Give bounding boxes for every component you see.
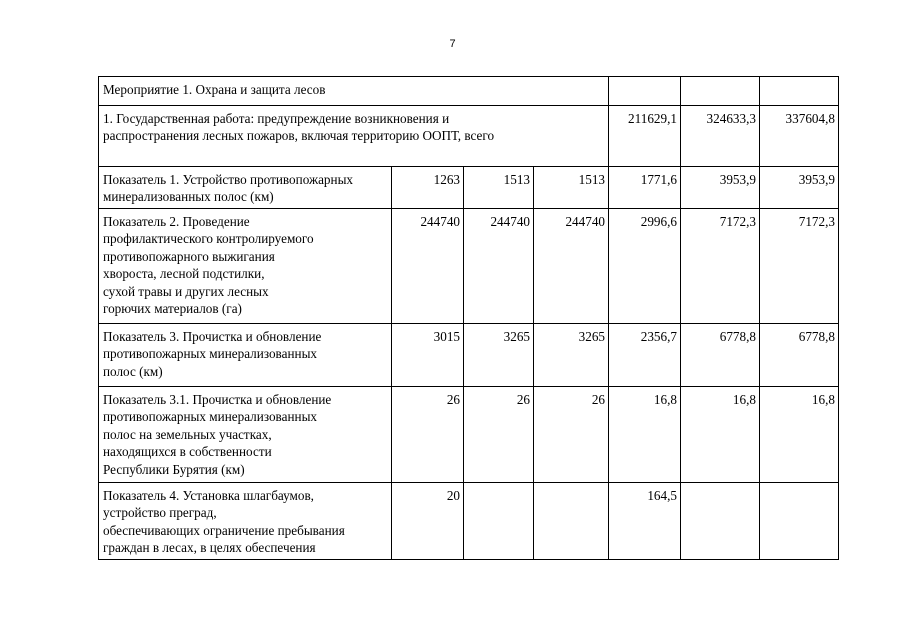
- indicator-label: Показатель 2. Проведение профилактического контролируемого противопожарного выжигания хворостa, лесной подстилки, сухой травы и других лесных горючих материалов (га): [99, 209, 392, 324]
- indicator-label: Показатель 1. Устройство противопожарных минерализованных полос (км): [99, 167, 392, 209]
- table-row: [99, 209, 839, 324]
- table-row: [99, 324, 839, 387]
- gov-work-value-5: 324633,3: [681, 106, 760, 167]
- gov-work-value-6: 337604,8: [760, 106, 839, 167]
- section-title: Мероприятие 1. Охрана и защита лесов: [99, 77, 609, 106]
- table-row: [99, 483, 839, 560]
- value-cell: 1513: [534, 167, 609, 209]
- empty-cell: [681, 77, 760, 106]
- value-cell: 20: [392, 483, 464, 560]
- value-cell: 16,8: [760, 387, 839, 483]
- table-row: [99, 387, 839, 483]
- value-cell: 244740: [534, 209, 609, 324]
- value-cell: 3015: [392, 324, 464, 387]
- indicator-label: Показатель 3. Прочистка и обновление противопожарных минерализованных полос (км): [99, 324, 392, 387]
- value-cell: 164,5: [609, 483, 681, 560]
- value-cell: 244740: [392, 209, 464, 324]
- value-cell: 2996,6: [609, 209, 681, 324]
- gov-work-label: 1. Государственная работа: предупреждение возникновения и распространения лесных пожаров, включая территорию ООПТ, всего: [99, 106, 609, 167]
- value-cell: 1771,6: [609, 167, 681, 209]
- indicator-label: Показатель 3.1. Прочистка и обновление противопожарных минерализованных полос на земельных участках, находящихся в собственности Республики Бурятия (км): [99, 387, 392, 483]
- value-cell: [760, 483, 839, 560]
- value-cell: 3265: [534, 324, 609, 387]
- value-cell: 1263: [392, 167, 464, 209]
- value-cell: 1513: [464, 167, 534, 209]
- empty-cell: [609, 77, 681, 106]
- value-cell: [681, 483, 760, 560]
- value-cell: 2356,7: [609, 324, 681, 387]
- value-cell: 3953,9: [760, 167, 839, 209]
- value-cell: [464, 483, 534, 560]
- value-cell: 26: [534, 387, 609, 483]
- value-cell: 16,8: [609, 387, 681, 483]
- section-header-row: [99, 77, 839, 106]
- value-cell: 6778,8: [760, 324, 839, 387]
- value-cell: 3265: [464, 324, 534, 387]
- gov-work-row: [99, 106, 839, 167]
- table-row: [99, 167, 839, 209]
- indicator-label: Показатель 4. Установка шлагбаумов, устройство преград, обеспечивающих ограничение пребывания граждан в лесах, в целях обеспечения: [99, 483, 392, 560]
- value-cell: 3953,9: [681, 167, 760, 209]
- value-cell: 26: [464, 387, 534, 483]
- value-cell: 244740: [464, 209, 534, 324]
- value-cell: 7172,3: [760, 209, 839, 324]
- value-cell: 6778,8: [681, 324, 760, 387]
- empty-cell: [760, 77, 839, 106]
- value-cell: 16,8: [681, 387, 760, 483]
- value-cell: [534, 483, 609, 560]
- page-number: 7: [449, 38, 456, 50]
- program-table: [98, 76, 839, 560]
- gov-work-value-4: 211629,1: [609, 106, 681, 167]
- value-cell: 26: [392, 387, 464, 483]
- value-cell: 7172,3: [681, 209, 760, 324]
